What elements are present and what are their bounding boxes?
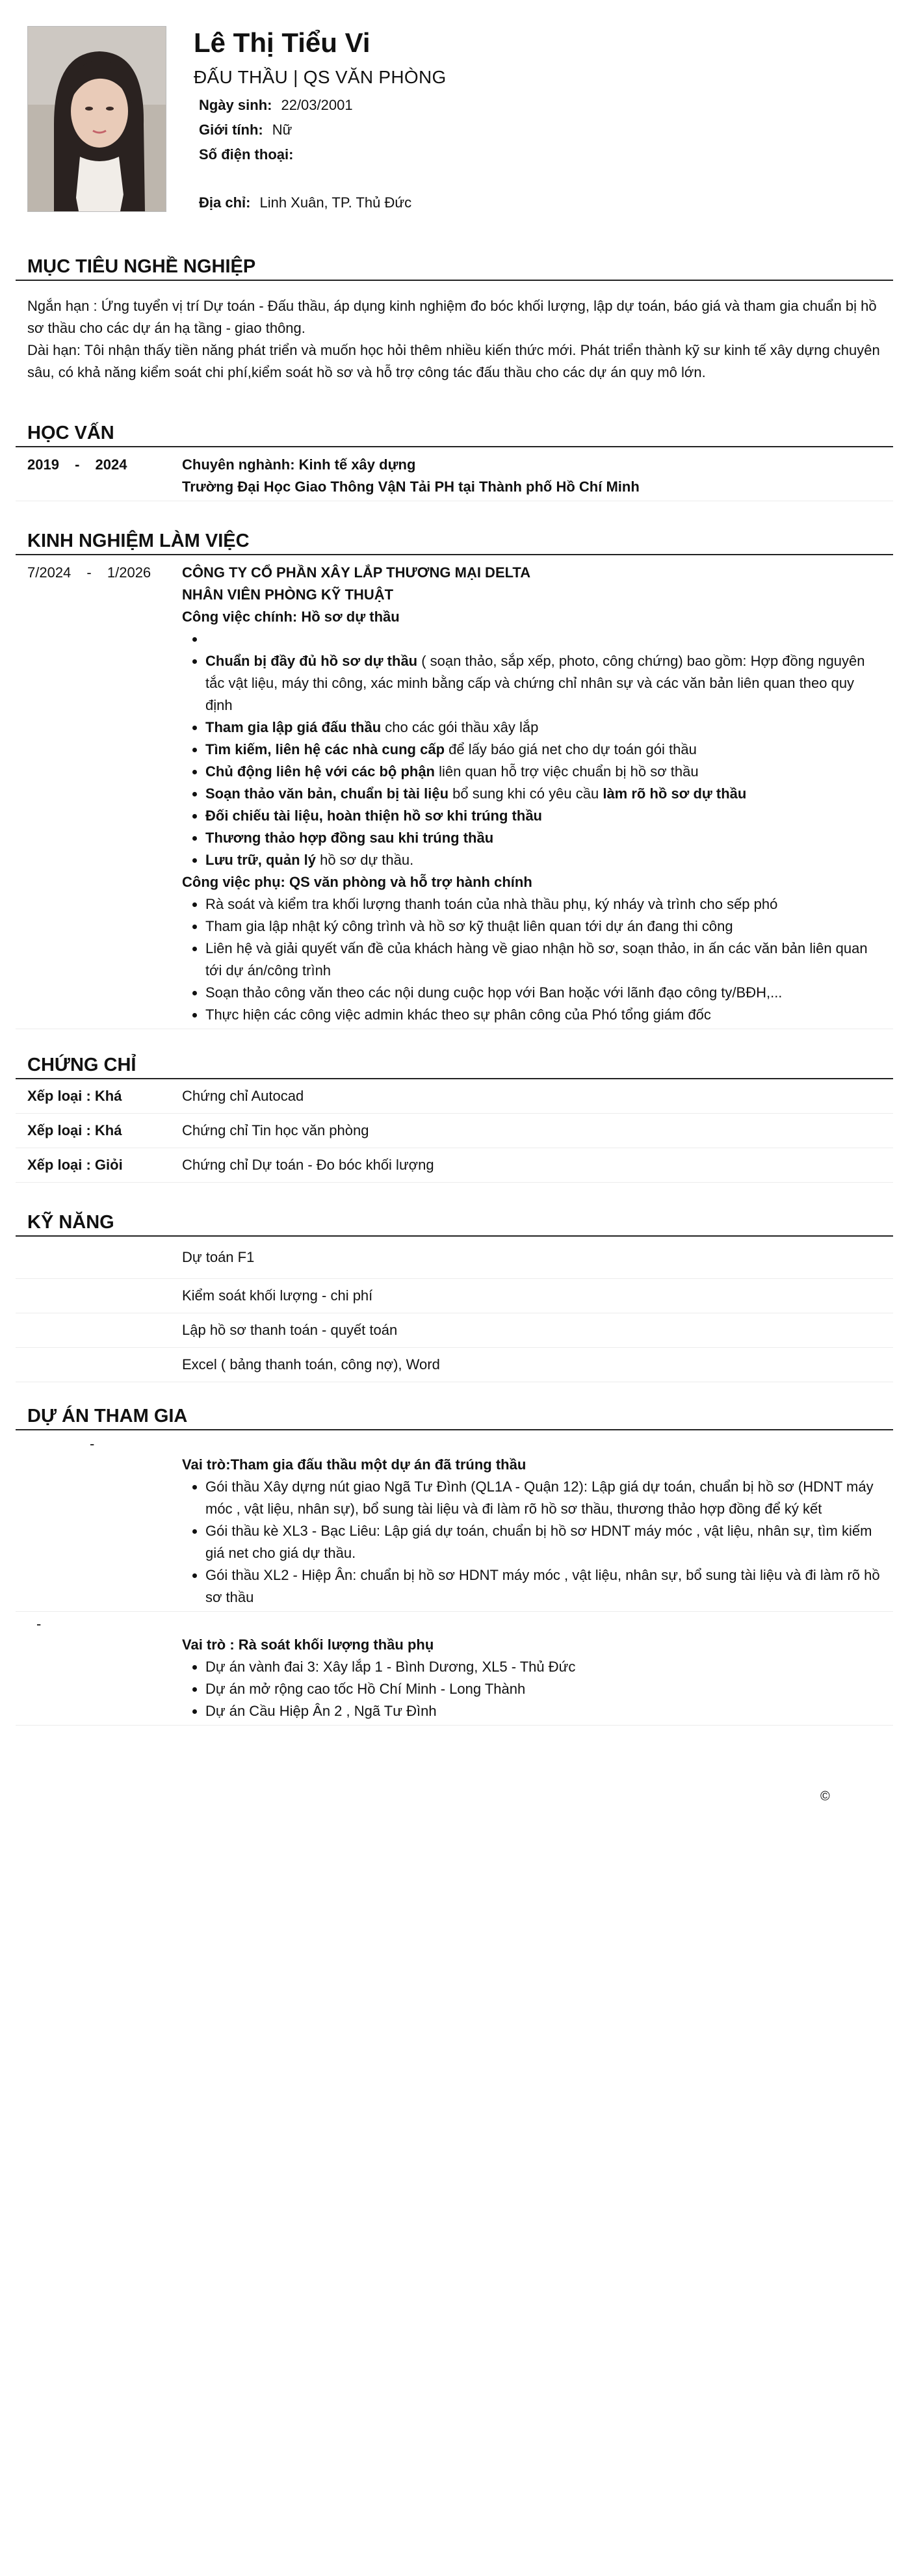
task-text: liên quan hỗ trợ việc chuẩn bị hồ sơ thầu bbox=[435, 763, 699, 780]
objective-short: Ngắn hạn : Ứng tuyển vị trí Dự toán - Đấu thầu, áp dụng kinh nghiệm đo bóc khối lượng, lập dự toán, báo giá và tham gia chuẩn bị hồ sơ thầu cho các dự án hạ tầng - giao thông. bbox=[27, 298, 877, 336]
certificate-row bbox=[16, 1148, 893, 1183]
skill-row bbox=[16, 1279, 893, 1313]
main-task-item bbox=[205, 849, 883, 871]
task-highlight: Chủ động liên hệ với các bộ phận bbox=[205, 763, 435, 780]
education-sep: - bbox=[75, 456, 80, 473]
skills-title: KỸ NĂNG bbox=[16, 1209, 893, 1237]
side-task-item: • Liên hệ và giải quyết vấn đề của khách hàng về giao nhận hồ sơ, soạn thảo, in ấn các văn bản liên quan tới dự án/công trình bbox=[205, 938, 883, 982]
main-task-item bbox=[205, 739, 883, 761]
education-school: Trường Đại Học Giao Thông VậN Tải PH tại Thành phố Hồ Chí Minh bbox=[182, 479, 640, 495]
project-dash: - bbox=[90, 1436, 95, 1452]
project-item: • Gói thầu XL2 - Hiệp Ân: chuẩn bị hồ sơ HDNT máy móc , vật liệu, nhân sự, bổ sung tài liệu và đi làm rõ hồ sơ thầu bbox=[205, 1564, 883, 1609]
main-task-item bbox=[205, 650, 883, 716]
task-highlight: Thương thảo hợp đồng sau khi trúng thầu bbox=[205, 830, 494, 846]
experience-sep: - bbox=[86, 564, 92, 581]
side-task-item: • Thực hiện các công việc admin khác theo sự phân công của Phó tổng giám đốc bbox=[205, 1004, 883, 1026]
project-dash-col bbox=[16, 1434, 182, 1609]
project-item: • Dự án Cầu Hiệp Ân 2 , Ngã Tư Đình bbox=[205, 1700, 883, 1722]
objective-long: Dài hạn: Tôi nhận thấy tiền năng phát triển và muốn học hỏi thêm nhiều kiến thức mới. Phát triển thành kỹ sư kinh tế xây dựng chuyên sâu, có khả năng kiểm soát chi phí,kiểm soát hồ sơ và hỗ trợ công tác đấu thầu cho các dự án quy mô lớn. bbox=[27, 342, 880, 380]
skill-name: Kiểm soát khối lượng - chi phí bbox=[182, 1287, 373, 1304]
address-field bbox=[194, 191, 883, 215]
side-work-label: Công việc phụ: QS văn phòng và hỗ trợ hành chính bbox=[182, 874, 532, 890]
phone-label: Số điện thoại: bbox=[199, 146, 294, 163]
education-row bbox=[16, 447, 893, 501]
task-highlight: Đối chiếu tài liệu, hoàn thiện hồ sơ khi trúng thầu bbox=[205, 808, 542, 824]
gender-label: Giới tính: bbox=[199, 121, 263, 138]
project-item: • Gói thầu kè XL3 - Bạc Liêu: Lập giá dự toán, chuẩn bị hồ sơ HDNT máy móc , vật liệu, nhân sự, tìm kiếm giá net cho giá dự thầu. bbox=[205, 1520, 883, 1564]
skill-name: Lập hồ sơ thanh toán - quyết toán bbox=[182, 1322, 398, 1338]
project-item-list bbox=[182, 1656, 883, 1722]
main-task-item bbox=[205, 783, 883, 805]
project-dash: - bbox=[36, 1616, 42, 1632]
experience-start: 7/2024 bbox=[27, 564, 72, 581]
company-name: CÔNG TY CỔ PHẦN XÂY LẮP THƯƠNG MẠI DELTA bbox=[182, 564, 531, 581]
profile-info bbox=[194, 26, 883, 215]
skill-row bbox=[16, 1313, 893, 1348]
education-section bbox=[16, 420, 893, 501]
task-highlight: Soạn thảo văn bản, chuẩn bị tài liệu bbox=[205, 785, 449, 802]
project-row bbox=[16, 1430, 893, 1612]
side-task-item: • Rà soát và kiểm tra khối lượng thanh toán của nhà thầu phụ, ký nháy và trình cho sếp phó bbox=[205, 893, 883, 915]
skill-name: Excel ( bảng thanh toán, công nợ), Word bbox=[182, 1356, 440, 1373]
candidate-position: ĐẤU THẦU | QS VĂN PHÒNG bbox=[194, 66, 447, 87]
main-task-item bbox=[205, 827, 883, 849]
project-role: Vai trò:Tham gia đấu thầu một dự án đã trúng thầu bbox=[182, 1456, 526, 1473]
project-item: • Gói thầu Xây dựng nút giao Ngã Tư Đình (QL1A - Quận 12): Lập giá dự toán, chuẩn bị hồ sơ (HDNT máy móc , vật liệu, nhân sự), bổ sung tài liệu và đi làm rõ hồ sơ thầu, thương thảo hợp đồng để ký kết bbox=[205, 1476, 883, 1520]
dob-field bbox=[194, 93, 883, 118]
profile-header bbox=[27, 26, 892, 215]
certificate-name: Chứng chỉ Autocad bbox=[182, 1088, 304, 1104]
task-highlight: Chuẩn bị đầy đủ hồ sơ dự thầu bbox=[205, 653, 418, 669]
objective-title: MỤC TIÊU NGHỀ NGHIỆP bbox=[16, 254, 893, 281]
project-role: Vai trò : Rà soát khối lượng thầu phụ bbox=[182, 1636, 434, 1653]
project-detail bbox=[182, 1434, 893, 1609]
task-text: cho các gói thầu xây lắp bbox=[381, 719, 539, 735]
project-detail bbox=[182, 1614, 893, 1722]
profile-photo bbox=[27, 26, 166, 212]
task-highlight: làm rõ hồ sơ dự thầu bbox=[603, 785, 747, 802]
address-label: Địa chỉ: bbox=[199, 194, 251, 211]
project-item: • Dự án vành đai 3: Xây lắp 1 - Bình Dương, XL5 - Thủ Đức bbox=[205, 1656, 883, 1678]
projects-section bbox=[16, 1403, 893, 1726]
main-task-list bbox=[182, 628, 883, 871]
certificate-row bbox=[16, 1079, 893, 1114]
main-task-item bbox=[205, 761, 883, 783]
experience-period bbox=[16, 562, 182, 1026]
education-detail bbox=[182, 454, 893, 498]
certificate-name: Chứng chỉ Tin học văn phòng bbox=[182, 1122, 369, 1138]
address-value: Linh Xuân, TP. Thủ Đức bbox=[259, 194, 412, 211]
experience-title: KINH NGHIỆM LÀM VIỆC bbox=[16, 528, 893, 555]
certificate-grade: Xếp loại : Khá bbox=[27, 1088, 122, 1104]
side-task-item: • Soạn thảo công văn theo các nội dung cuộc họp với Ban hoặc với lãnh đạo công ty/BĐH,... bbox=[205, 982, 883, 1004]
certificates-title: CHỨNG CHỈ bbox=[16, 1052, 893, 1079]
task-highlight: Lưu trữ, quản lý bbox=[205, 852, 316, 868]
education-period bbox=[16, 454, 182, 498]
certificate-row bbox=[16, 1114, 893, 1148]
task-text: để lấy báo giá net cho dự toán gói thầu bbox=[445, 741, 697, 757]
education-end: 2024 bbox=[95, 456, 127, 473]
certificate-list bbox=[16, 1079, 893, 1183]
experience-detail bbox=[182, 562, 893, 1026]
skill-row bbox=[16, 1237, 893, 1279]
task-text: ( soạn thảo, sắp xếp, photo, công chứng) bao gồm: Hợp đồng nguyên tắc vật liệu, máy thi công, xác minh bằng cấp và chứng chỉ nhân sự và các văn bản liên quan theo quy định bbox=[205, 653, 865, 713]
side-task-list bbox=[182, 893, 883, 1026]
main-task-item bbox=[205, 716, 883, 739]
objective-text bbox=[16, 281, 893, 384]
main-task-item bbox=[205, 805, 883, 827]
certificate-name: Chứng chỉ Dự toán - Đo bóc khối lượng bbox=[182, 1157, 434, 1173]
dob-value: 22/03/2001 bbox=[281, 96, 353, 113]
experience-section bbox=[16, 528, 893, 1029]
task-highlight: Tìm kiếm, liên hệ các nhà cung cấp bbox=[205, 741, 445, 757]
main-task-item bbox=[205, 628, 883, 650]
phone-field bbox=[194, 142, 883, 167]
education-major: Chuyên nghành: Kinh tế xây dựng bbox=[182, 456, 416, 473]
education-start: 2019 bbox=[27, 456, 59, 473]
skill-list bbox=[16, 1237, 893, 1382]
skill-name: Dự toán F1 bbox=[182, 1249, 255, 1265]
task-text: bổ sung khi có yêu cầu bbox=[448, 785, 603, 802]
main-work-label: Công việc chính: Hồ sơ dự thầu bbox=[182, 609, 400, 625]
skill-row bbox=[16, 1348, 893, 1382]
task-highlight: Tham gia lập giá đấu thầu bbox=[205, 719, 382, 735]
certificates-section bbox=[16, 1052, 893, 1183]
certificate-grade: Xếp loại : Khá bbox=[27, 1122, 122, 1138]
copyright-mark: © bbox=[820, 1789, 830, 1804]
experience-row bbox=[16, 555, 893, 1029]
project-item: • Dự án mở rộng cao tốc Hồ Chí Minh - Long Thành bbox=[205, 1678, 883, 1700]
certificate-grade: Xếp loại : Giỏi bbox=[27, 1157, 123, 1173]
project-row bbox=[16, 1612, 893, 1726]
dob-label: Ngày sinh: bbox=[199, 96, 272, 113]
education-title: HỌC VẤN bbox=[16, 420, 893, 447]
projects-title: DỰ ÁN THAM GIA bbox=[16, 1403, 893, 1430]
gender-field bbox=[194, 118, 883, 142]
task-text: hồ sơ dự thầu. bbox=[315, 852, 414, 868]
skills-section bbox=[16, 1209, 893, 1382]
project-dash-col bbox=[16, 1614, 182, 1722]
candidate-name: Lê Thị Tiểu Vi bbox=[194, 27, 370, 58]
objective-section bbox=[16, 254, 893, 384]
project-item-list bbox=[182, 1476, 883, 1609]
side-task-item: • Tham gia lập nhật ký công trình và hồ sơ kỹ thuật liên quan tới dự án đang thi công bbox=[205, 915, 883, 938]
gender-value: Nữ bbox=[272, 121, 292, 138]
job-role: NHÂN VIÊN PHÒNG KỸ THUẬT bbox=[182, 586, 394, 603]
experience-end: 1/2026 bbox=[107, 564, 151, 581]
